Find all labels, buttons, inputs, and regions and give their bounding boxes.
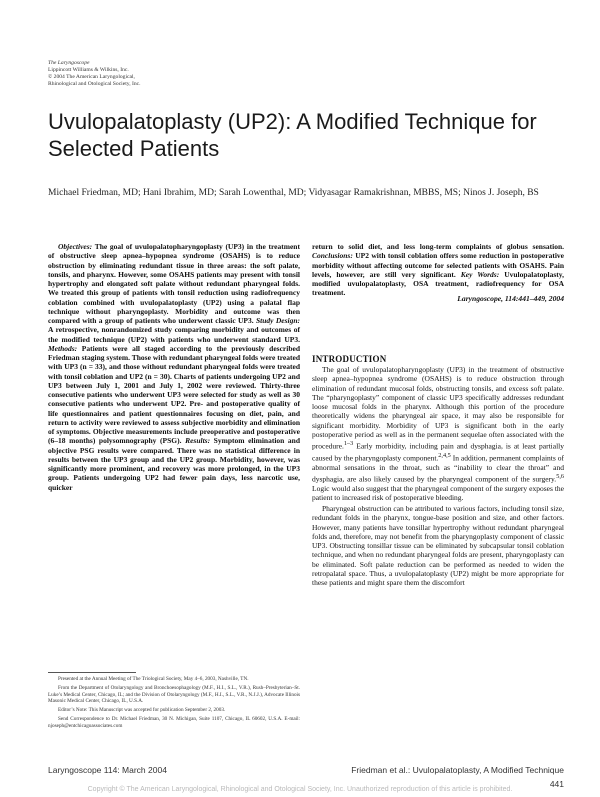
footnote-presented: Presented at the Annual Meeting of The Triological Society, May 4–6, 2003, Nashville, TN. — [58, 676, 249, 682]
methods-heading: Methods: — [48, 343, 78, 353]
study-design-text: A retrospective, nonrandomized study comparing morbidity and outcomes of the modified technique (UP2) with patients who underwent standard UP3. — [48, 325, 300, 344]
abstract-left-column — [48, 242, 300, 492]
objectives-heading: Objectives: — [58, 242, 93, 251]
footnote-editors-note: Editor’s Note: This Manuscript was accepted for publication September 2, 2003. — [58, 707, 226, 714]
journal-name: The Laryngoscope — [48, 60, 90, 66]
intro-paragraph-1: The goal of uvulopalatopharyngoplasty (UP3) in the treatment of obstructive sleep apnea–hypopnea syndrome (OSAHS) is to reduce obstruction through elimination of redundant mucosal folds, obstructing tonsils, and excess soft palate. The “pharyngoplasty” component of classic UP3 specifically addresses redundant loose mucosal folds in the pharynx. Although this portion of the procedure theoretically widens the pharyngeal air space, it may also be responsible for significant morbidity. Morbidity of UP3 is significant both in the early postoperative period as well as in the permanent sequelae often associated with the procedure.$^{1-3}$ Early morbidity, including pain and dysphagia, is at least partially caused by the pharyngoplasty component.$^{2,4,5}$ In addition, permanent complaints of abnormal sensations in the throat, such as “inability to clear the throat” and dysphagia, are also likely caused by the pharyngeal component of the surgery.$^{5,6}$ Logic would also suggest that the pharyngeal component of the surgery exposes the patient to increased risk of postoperative bleeding. — [312, 365, 564, 502]
publisher-line: Lippincott Williams & Wilkins, Inc. — [48, 67, 129, 73]
introduction-body — [312, 365, 564, 589]
footnotes — [48, 676, 300, 732]
keywords-text: Uvulopalatoplasty, modified uvulopalatoplasty, OSA treatment, radiofrequency for OSA treatment. — [312, 269, 564, 298]
page-number: 441 — [549, 779, 564, 789]
keywords-heading: Key Words: — [460, 269, 500, 279]
conclusions-heading: Conclusions: — [312, 251, 353, 261]
results-text: Symptom elimination and objective PSG results were compared. There was no statistical difference in results between the UP3 group and the UP2 group. Morbidity, however, was significantly more prominent, and recovery was more prolonged, in the UP3 group. Patients undergoing UP2 had fewer pain days, less narcotic use, quicker — [48, 436, 301, 492]
abstract-right-column — [312, 242, 564, 298]
objectives-text: The goal of uvulopalatopharyngoplasty (UP3) in the treatment of obstructive sleep apnea–hypopnea syndrome (OSAHS) is to reduce obstruction by eliminating redundant tissue in three areas: the soft palate, tonsils, and pharynx. However, some OSAHS patients may present with tonsil hypertrophy and elongated soft palate without redundant pharyngeal folds. We treated this group of patients with tonsil reduction using radiofrequency coblation combined with uvulopalatoplasty (UP2) using a palatal flap technique without pharyngoplasty. Morbidity and outcome was then compared with a group of patients who underwent classic UP3. — [48, 242, 300, 325]
journal-masthead — [48, 60, 308, 88]
conclusions-text: UP2 with tonsil coblation offers some reduction in postoperative morbidity without affecting outcome for selected patients with OSAHS. Pain levels, however, are still very significant. — [312, 251, 565, 279]
copyright-line: © 2004 The American Laryngological, — [48, 74, 135, 80]
intro-paragraph-2: Pharyngeal obstruction can be attributed to various factors, including tonsil size, redundant folds in the pharynx, tongue-base position and size, and other factors. However, many patients have tonsillar hypertrophy without redundant pharyngeal folds and, therefore, may not benefit from the pharyngoplasty component of classic UP3. Obstructing tonsillar tissue can be eliminated by subcapsular tonsil coblation technique, and when no redundant pharyngeal folds are present, pharyngoplasty can be eliminated. Soft palate reduction can be performed as needed to widen the retropalatal space. Thus, a uvulopalatoplasty (UP2) might be more appropriate for these patients and might spare them the discomfort — [312, 504, 564, 587]
introduction-heading: INTRODUCTION — [312, 354, 387, 364]
methods-text: Patients were all staged according to the previously described Friedman staging system. Those with redundant pharyngeal folds were treated with UP3 (n = 33), and those without redundant pharyngeal folds were treated with tonsil coblation and UP2 (n = 30). Charts of patients undergoing UP2 and UP3 between July 1, 2001 and July 1, 2002 were reviewed. Thirty-three consecutive patients who underwent UP3 were selected for study as well as 30 consecutive patients who underwent UP2. Pre- and postoperative quality of life questionnaires and patient questionnaires focusing on diet, pain, and return to activity were reviewed to assess subjective morbidity and elimination of symptoms. Objective measurements include preoperative and postoperative (6–18 months) polysomnography (PSG). — [48, 343, 300, 446]
citation: Laryngoscope, 114:441–449, 2004 — [457, 294, 564, 303]
society-line: Rhinological and Otological Society, Inc. — [48, 81, 141, 87]
results-heading: Results: — [185, 436, 211, 446]
footnote-affiliation: From the Department of Otolaryngology and Bronchoesophagology (M.F., H.I., S.L., V.R.), Rush–Presbyterian–St. Luke’s Medical Center, Chicago, IL; and the Division of Otolaryngology (M.F., H.I., S.L., V.R., N.J.J.), Advocate Illinois Masonic Medical Center, Chicago, IL, U.S.A. — [48, 685, 300, 705]
reference-superscript: 1–3 — [343, 440, 354, 447]
reference-superscript: 5,6 — [556, 472, 564, 480]
results-continued: return to solid diet, and less long-term complaints of globus sensation. — [312, 242, 564, 251]
footer-running-title: Friedman et al.: Uvulopalatoplasty, A Modified Technique — [351, 765, 564, 775]
footnote-divider — [48, 672, 136, 673]
article-title: Uvulopalatoplasty (UP2): A Modified Technique for Selected Patients — [48, 109, 537, 161]
author-list: Michael Friedman, MD; Hani Ibrahim, MD; Sarah Lowenthal, MD; Vidyasagar Ramakrishnan, MBBS, MS; Ninos J. Joseph, BS — [48, 188, 539, 198]
footer-journal-issue: Laryngoscope 114: March 2004 — [48, 765, 167, 775]
study-design-heading: Study Design: — [256, 316, 301, 325]
copyright-watermark: Copyright © The American Laryngological, Rhinological and Otological Society, Inc. Unauthorized reproduction of this article is prohibited. — [87, 786, 513, 793]
footnote-correspondence: Send Correspondence to Dr. Michael Friedman, 30 N. Michigan, Suite 1107, Chicago, IL 60602, U.S.A. E-mail: njoseph@entchicagoassociates.com — [48, 716, 300, 730]
reference-superscript: 2,4,5 — [438, 451, 451, 459]
